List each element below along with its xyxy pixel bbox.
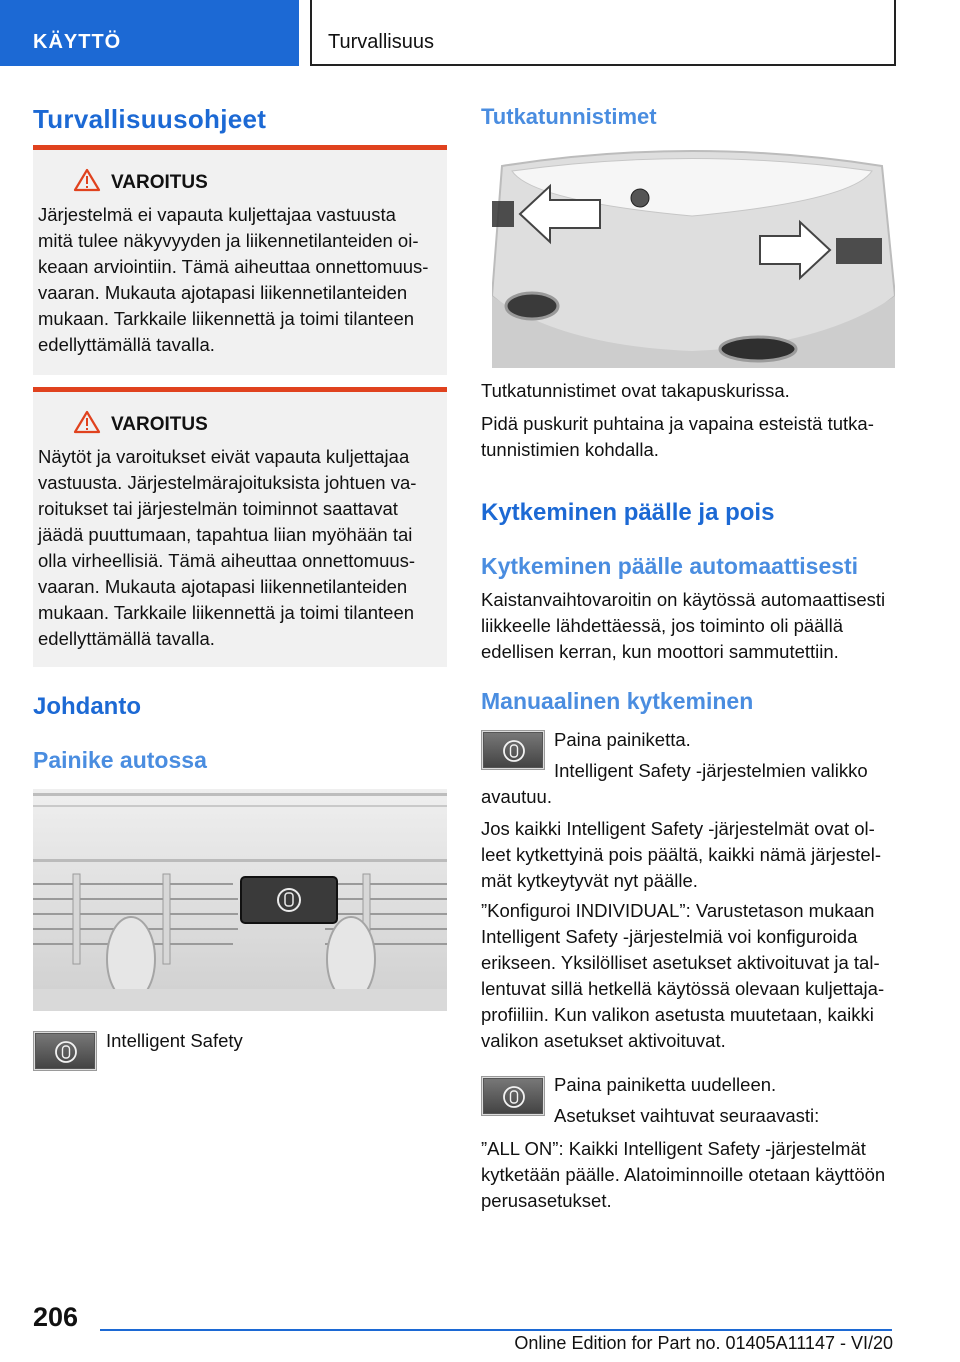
warning-line: vaaran. Mukauta ajotapasi liikennetilanteiden [38,282,408,303]
section-heading-intro: Johdanto [33,693,141,720]
text-line: tunnistimien kohdalla. [481,439,659,460]
warning-line: vastuusta. Järjestelmärajoituksista johtuen va- [38,472,417,493]
sensors-care-text [481,411,874,463]
section-header [310,0,896,66]
text-line: mät kytkeytyvät nyt päälle. [481,870,698,891]
warning-text [38,444,448,652]
footer-rule [100,1329,892,1331]
warning-triangle-icon [73,410,101,434]
all-on-text [481,1136,885,1214]
warning-line: mukaan. Tarkkaile liikennettä ja toimi tilanteen [38,602,415,623]
manual-step-1-result-cont: avautuu. [481,786,552,807]
warning-line: olla virheellisiä. Tämä aiheuttaa onnettomuus- [38,550,416,571]
text-line: Jos kaikki Intelligent Safety -järjestelmät ovat ol- [481,818,875,839]
warning-text [38,202,448,358]
intelligent-safety-button-icon [481,1076,545,1116]
text-line: ”Konfiguroi INDIVIDUAL”: Varustetason mukaan [481,900,875,921]
manual-para-2 [481,816,881,894]
warning-line: edellyttämällä tavalla. [38,628,215,649]
warning-title: VAROITUS [111,414,208,435]
car-rear-sensor-image [492,146,895,368]
text-line: leet kytkettyinä pois päältä, kaikki nämä järjestel- [481,844,881,865]
car-in-circle-icon [36,1034,96,1070]
text-line: liikkeelle lähdettäessä, jos toiminto oli päällä [481,615,843,636]
text-line: edellisen kerran, kun moottori sammutettiin. [481,641,839,662]
warning-line: vaaran. Mukauta ajotapasi liikennetilanteiden [38,576,408,597]
text-line: kytketään päälle. Alatoiminnoille otetaan käyttöön [481,1164,886,1185]
page-number: 206 [33,1302,79,1332]
text-line: Intelligent Safety -järjestelmiä voi konfiguroida [481,926,858,947]
car-in-circle-icon [484,733,544,769]
warning-title: VAROITUS [111,172,208,193]
warning-line: edellyttämällä tavalla. [38,334,215,355]
warning-line: keaan arviointiin. Tämä aiheuttaa onnettomuus- [38,256,429,277]
warning-line: Näytöt ja varoitukset eivät vapauta kuljettajaa [38,446,410,467]
subheading-button-in-car: Painike autossa [33,747,207,773]
warning-line: mukaan. Tarkkaile liikennettä ja toimi tilanteen [38,308,415,329]
page-title: Turvallisuusohjeet [33,104,267,134]
subheading-radar-sensors: Tutkatunnistimet [481,104,657,129]
warning-box [33,145,447,375]
text-line: ”ALL ON”: Kaikki Intelligent Safety -järjestelmät [481,1138,866,1159]
text-line: Kaistanvaihtovaroitin on käytössä automaattisesti [481,589,886,610]
text-line: profiiliin. Kun valikon asetusta muutetaan, kaikki [481,1004,874,1025]
intelligent-safety-button-icon [33,1031,97,1071]
subheading-manual: Manuaalinen kytkeminen [481,688,754,714]
manual-step-1-result: Intelligent Safety -järjestelmien valikko [554,760,868,781]
warning-line: Järjestelmä ei vapauta kuljettajaa vastuusta [38,204,396,225]
console-button-image [33,789,447,1011]
intelligent-safety-button-icon [481,730,545,770]
warning-line: roitukset tai järjestelmän toiminnot saattavat [38,498,398,519]
chapter-tab-label: KÄYTTÖ [33,31,122,53]
button-caption: Intelligent Safety [106,1030,243,1051]
warning-line: mitä tulee näkyvyyden ja liikennetilanteiden oi- [38,230,419,251]
manual-para-3 [481,898,884,1054]
text-line: Pidä puskurit puhtaina ja vapaina esteistä tutka- [481,413,874,434]
edition-text: Online Edition for Part no. 01405A11147 - VI/20 [514,1333,893,1353]
car-in-circle-icon [484,1079,544,1115]
auto-on-text [481,587,885,665]
subheading-auto-on: Kytkeminen päälle automaattisesti [481,553,859,579]
step-2: Paina painiketta uudelleen. [554,1074,777,1095]
chapter-tab[interactable] [0,0,299,66]
section-heading-on-off: Kytkeminen päälle ja pois [481,499,775,526]
text-line: lentuvat sillä hetkellä käytössä olevaan kuljettaja- [481,978,885,999]
text-line: erikseen. Yksilölliset asetukset aktivoituvat ja tal- [481,952,880,973]
text-line: valikon asetukset aktivoituvat. [481,1030,726,1051]
warning-line: jäädä puuttumaan, tapahtua liian myöhään tai [38,524,413,545]
sensors-location-text: Tutkatunnistimet ovat takapuskurissa. [481,380,790,401]
text-line: perusasetukset. [481,1190,612,1211]
manual-step-1: Paina painiketta. [554,729,691,750]
warning-triangle-icon [73,168,101,192]
step-2-result: Asetukset vaihtuvat seuraavasti: [554,1105,820,1126]
warning-box [33,387,447,667]
section-header-label: Turvallisuus [328,31,434,53]
